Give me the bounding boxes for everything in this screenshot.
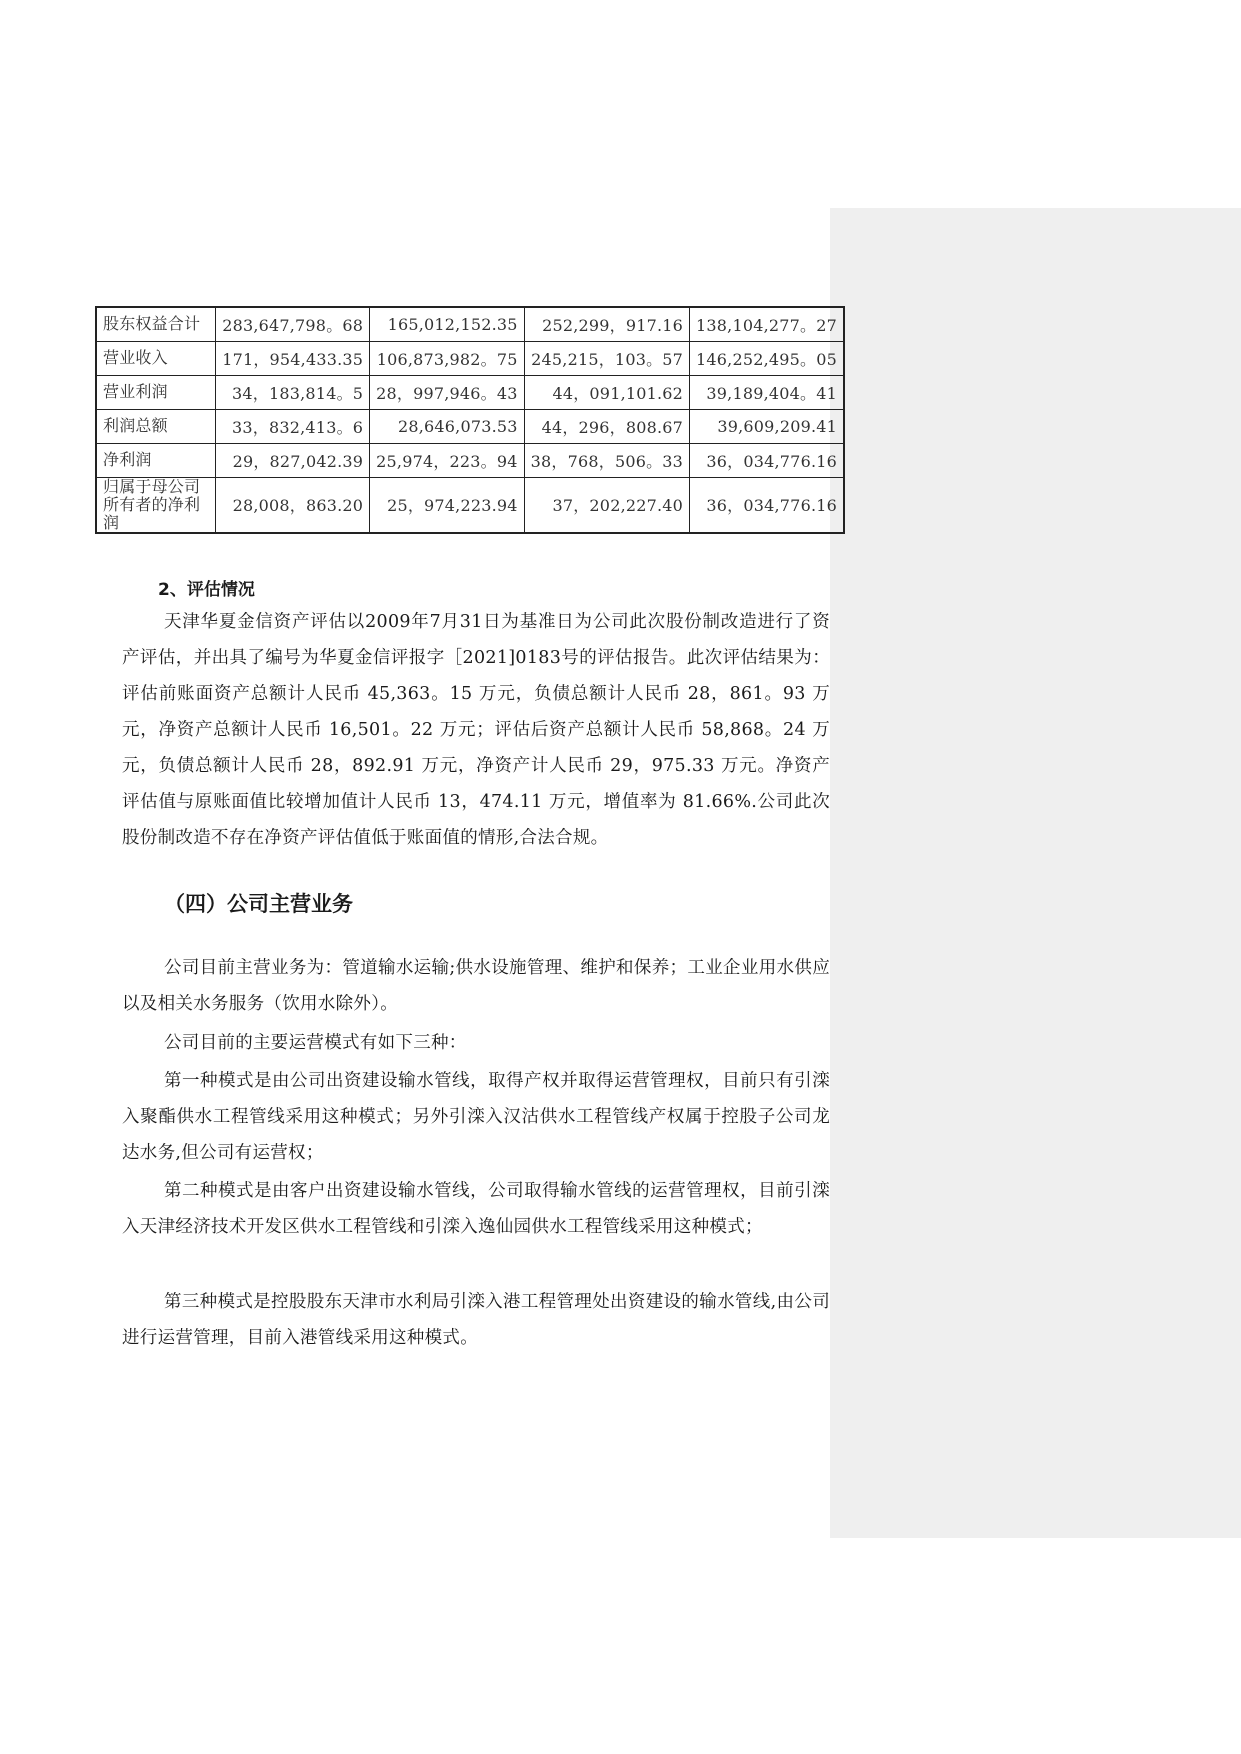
cell-value: 33，832,413。6 <box>216 409 370 443</box>
cell-value: 36，034,776.16 <box>690 443 844 477</box>
cell-value: 25,974，223。94 <box>370 443 524 477</box>
cell-value: 34，183,814。5 <box>216 375 370 409</box>
body-paragraph: 公司目前的主要运营模式有如下三种： <box>164 1033 467 1053</box>
cell-value: 252,299，917.16 <box>524 307 689 341</box>
cell-value: 37，202,227.40 <box>524 477 689 533</box>
financial-table <box>95 306 845 534</box>
cell-value: 38，768，506。33 <box>524 443 689 477</box>
cell-value: 44，296，808.67 <box>524 409 689 443</box>
row-label: 归属于母公司所有者的净利润 <box>96 477 216 533</box>
table-row <box>96 341 844 375</box>
cell-value: 138,104,277。27 <box>690 307 844 341</box>
cell-value: 283,647,798。68 <box>216 307 370 341</box>
table-row <box>96 307 844 341</box>
row-label: 营业收入 <box>96 341 216 375</box>
section-heading-evaluation: 2、评估情况 <box>158 580 255 600</box>
row-label: 股东权益合计 <box>96 307 216 341</box>
section-heading-main-business: （四）公司主营业务 <box>164 892 353 916</box>
evaluation-paragraph: 天津华夏金信资产评估以2009年7月31日为基准日为公司此次股份制改造进行了资产评估，并出具了编号为华夏金信评报字［2021]0183号的评估报告。此次评估结果为：评估前账面资产总额计人民币 45,363。15 万元，负债总额计人民币 28，861。93 万元，净资产总额计人民币 16,501。22 万元；评估后资产总额计人民币 58,868。24 万元，负债总额计人民币 28，892.91 万元，净资产计人民币 29，975.33 万元。净资产评估值与原账面值比较增加值计人民币 13，474.11 万元，增值率为 81.66%.公司此次股份制改造不存在净资产评估值低于账面值的情形,合法合规。 <box>122 612 830 848</box>
body-paragraph: 第二种模式是由客户出资建设输水管线，公司取得输水管线的运营管理权，目前引滦入天津经济技术开发区供水工程管线和引滦入逸仙园供水工程管线采用这种模式； <box>122 1181 830 1237</box>
cell-value: 29，827,042.39 <box>216 443 370 477</box>
body-paragraph: 公司目前主营业务为：管道输水运输;供水设施管理、维护和保养；工业企业用水供应以及相关水务服务（饮用水除外）。 <box>122 958 830 1014</box>
cell-value: 146,252,495。05 <box>690 341 844 375</box>
cell-value: 171，954,433.35 <box>216 341 370 375</box>
cell-value: 245,215，103。57 <box>524 341 689 375</box>
cell-value: 36，034,776.16 <box>690 477 844 533</box>
cell-value: 44，091,101.62 <box>524 375 689 409</box>
cell-value: 28，997,946。43 <box>370 375 524 409</box>
body-paragraph: 第三种模式是控股股东天津市水利局引滦入港工程管理处出资建设的输水管线,由公司进行运营管理，目前入港管线采用这种模式。 <box>122 1292 830 1348</box>
cell-value: 28,008，863.20 <box>216 477 370 533</box>
cell-value: 106,873,982。75 <box>370 341 524 375</box>
cell-value: 165,012,152.35 <box>370 307 524 341</box>
table-row <box>96 443 844 477</box>
table-row <box>96 477 844 533</box>
cell-value: 28,646,073.53 <box>370 409 524 443</box>
row-label: 营业利润 <box>96 375 216 409</box>
row-label: 利润总额 <box>96 409 216 443</box>
table-row <box>96 375 844 409</box>
table-row <box>96 409 844 443</box>
cell-value: 25，974,223.94 <box>370 477 524 533</box>
row-label: 净利润 <box>96 443 216 477</box>
cell-value: 39,609,209.41 <box>690 409 844 443</box>
cell-value: 39,189,404。41 <box>690 375 844 409</box>
body-paragraph: 第一种模式是由公司出资建设输水管线，取得产权并取得运营管理权，目前只有引滦入聚酯供水工程管线采用这种模式；另外引滦入汉沽供水工程管线产权属于控股子公司龙达水务,但公司有运营权； <box>122 1071 830 1163</box>
comment-margin-pane <box>830 208 1241 1538</box>
